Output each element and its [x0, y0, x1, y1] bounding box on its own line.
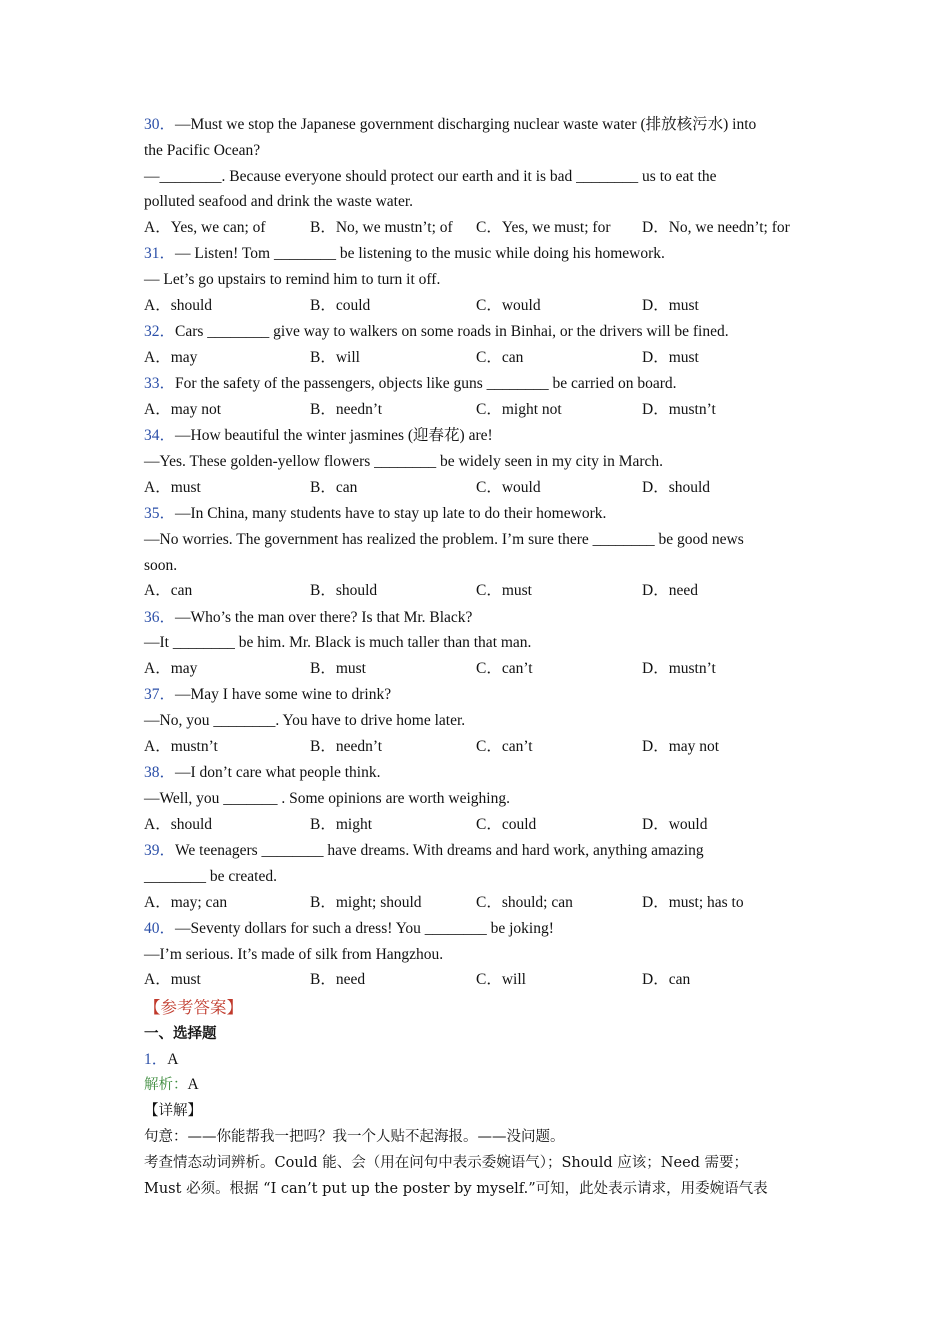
question-line: —Who’s the man over there? Is that Mr. Black? [175, 608, 473, 626]
options-row [144, 967, 814, 993]
question [144, 605, 814, 683]
question-line: —Seventy dollars for such a dress! You ________ be joking! [175, 919, 554, 937]
question-line: —In China, many students have to stay up late to do their homework. [175, 504, 607, 522]
option-d: D．need [642, 582, 698, 600]
option-b: B．needn’t [310, 737, 383, 755]
question-text [144, 942, 814, 968]
option-c: C．must [476, 582, 532, 600]
question-text [144, 164, 814, 190]
question-number: 31． [144, 245, 176, 263]
option-b: B．might [310, 815, 373, 833]
detail-line: 句意：——你能帮我一把吗？我一个人贴不起海报。——没问题。 [144, 1128, 565, 1145]
question-text [144, 319, 814, 345]
question-line: —I don’t care what people think. [175, 764, 381, 782]
question [144, 241, 814, 319]
option-a: A．should [144, 296, 213, 314]
options-row [144, 397, 814, 423]
document-page [144, 112, 814, 1202]
analysis-value: A [187, 1076, 199, 1094]
question-line: —May I have some wine to drink? [175, 686, 392, 704]
question-text [144, 138, 814, 164]
options-row [144, 345, 814, 371]
question-number: 40． [144, 919, 176, 937]
option-a: A．must [144, 971, 201, 989]
options-row [144, 734, 814, 760]
question-text [144, 605, 814, 631]
detail-line: Must 必须。根据 “I can’t put up the poster by myself.”可知，此处表示请求，用委婉语气表 [144, 1180, 768, 1197]
question [144, 319, 814, 371]
option-a: A．Yes, we can; of [144, 219, 266, 237]
options-row [144, 656, 814, 682]
option-b: B．might; should [310, 893, 422, 911]
option-b: B．No, we mustn’t; of [310, 219, 453, 237]
question [144, 760, 814, 838]
option-a: A．can [144, 582, 193, 600]
option-b: B．could [310, 296, 371, 314]
option-a: A．may [144, 348, 198, 366]
question-list [144, 112, 814, 994]
options-row [144, 812, 814, 838]
option-d: D．No, we needn’t; for [642, 219, 790, 237]
question-line: —I’m serious. It’s made of silk from Hangzhou. [144, 945, 444, 963]
option-c: C．Yes, we must; for [476, 219, 611, 237]
question-number: 37． [144, 686, 176, 704]
question-text [144, 501, 814, 527]
answer-value: A [167, 1050, 179, 1068]
question [144, 838, 814, 916]
option-d: D．should [642, 478, 711, 496]
question-line: —Must we stop the Japanese government discharging nuclear waste water (排放核污水) into [175, 116, 757, 133]
question-text [144, 864, 814, 890]
option-b: B．should [310, 582, 378, 600]
option-d: D．must; has to [642, 893, 744, 911]
option-b: B．will [310, 348, 360, 366]
option-c: C．will [476, 971, 526, 989]
question-text [144, 760, 814, 786]
option-d: D．would [642, 815, 708, 833]
question-text [144, 786, 814, 812]
option-c: C．can [476, 348, 524, 366]
detail-line: 考查情态动词辨析。Could 能、会（用在问句中表示委婉语气）；Should 应该；Need 需要； [144, 1154, 749, 1171]
question-text [144, 838, 814, 864]
question-text [144, 241, 814, 267]
option-d: D．mustn’t [642, 400, 716, 418]
option-a: A．must [144, 478, 201, 496]
options-row [144, 215, 814, 241]
question-line: —Well, you _______ . Some opinions are worth weighing. [144, 789, 510, 807]
question-text [144, 527, 814, 553]
question-number: 33． [144, 375, 176, 393]
option-c: C．can’t [476, 660, 533, 678]
question-line: —________. Because everyone should protect our earth and it is bad ________ us to eat the [144, 167, 717, 185]
option-c: C．can’t [476, 737, 533, 755]
question-number: 34． [144, 427, 176, 445]
answer-key-header: 【参考答案】 [144, 997, 243, 1017]
question [144, 916, 814, 994]
option-d: D．must [642, 348, 699, 366]
section-title: 一、选择题 [144, 1024, 217, 1042]
option-c: C．would [476, 296, 541, 314]
question-number: 30． [144, 116, 176, 133]
option-b: B．must [310, 660, 366, 678]
detail-label: 【详解】 [144, 1103, 202, 1120]
question-text [144, 423, 814, 449]
options-row [144, 475, 814, 501]
question-line: the Pacific Ocean? [144, 141, 261, 159]
option-c: C．might not [476, 400, 562, 418]
option-c: C．would [476, 478, 541, 496]
analysis-line [144, 1072, 814, 1099]
options-row [144, 578, 814, 604]
question-line: — Listen! Tom ________ be listening to the music while doing his homework. [175, 245, 665, 263]
question-text [144, 112, 814, 138]
question-text [144, 189, 814, 215]
question-text [144, 267, 814, 293]
option-d: D．mustn’t [642, 660, 716, 678]
option-a: A．may not [144, 400, 222, 418]
question-text [144, 553, 814, 579]
option-d: D．can [642, 971, 691, 989]
question [144, 112, 814, 241]
question-line: — Let’s go upstairs to remind him to turn it off. [144, 271, 441, 289]
question-line: —It ________ be him. Mr. Black is much taller than that man. [144, 634, 532, 652]
option-d: D．may not [642, 737, 720, 755]
option-a: A．mustn’t [144, 737, 218, 755]
answer-number: 1． [144, 1050, 168, 1068]
option-c: C．could [476, 815, 537, 833]
option-a: A．should [144, 815, 213, 833]
option-d: D．must [642, 296, 699, 314]
question [144, 371, 814, 423]
options-row [144, 890, 814, 916]
analysis-label: 解析： [144, 1077, 188, 1094]
question-line: ________ be created. [144, 867, 277, 885]
question-line: —How beautiful the winter jasmines (迎春花) are! [175, 427, 493, 445]
question-line: Cars ________ give way to walkers on some roads in Binhai, or the drivers will be fined. [175, 323, 729, 341]
question-text [144, 916, 814, 942]
question-number: 32． [144, 323, 176, 341]
question-text [144, 449, 814, 475]
option-c: C．should; can [476, 893, 573, 911]
question-text [144, 630, 814, 656]
question [144, 501, 814, 605]
question-text [144, 371, 814, 397]
question-line: We teenagers ________ have dreams. With dreams and hard work, anything amazing [175, 841, 704, 859]
question [144, 423, 814, 501]
question-line: soon. [144, 556, 178, 574]
question-text [144, 682, 814, 708]
options-row [144, 293, 814, 319]
question-line: —No, you ________. You have to drive home later. [144, 712, 466, 730]
answer-item [144, 1047, 814, 1073]
question-line: For the safety of the passengers, objects like guns ________ be carried on board. [175, 375, 677, 393]
option-a: A．may [144, 660, 198, 678]
option-b: B．needn’t [310, 400, 383, 418]
question-number: 39． [144, 841, 176, 859]
question-line: polluted seafood and drink the waste water. [144, 193, 414, 211]
question [144, 682, 814, 760]
question-line: —Yes. These golden-yellow flowers ________ be widely seen in my city in March. [144, 452, 664, 470]
question-number: 38． [144, 764, 176, 782]
question-number: 35． [144, 504, 176, 522]
question-number: 36． [144, 608, 176, 626]
question-text [144, 708, 814, 734]
option-b: B．need [310, 971, 366, 989]
question-line: —No worries. The government has realized the problem. I’m sure there ________ be good news [144, 530, 744, 548]
option-a: A．may; can [144, 893, 228, 911]
option-b: B．can [310, 478, 358, 496]
